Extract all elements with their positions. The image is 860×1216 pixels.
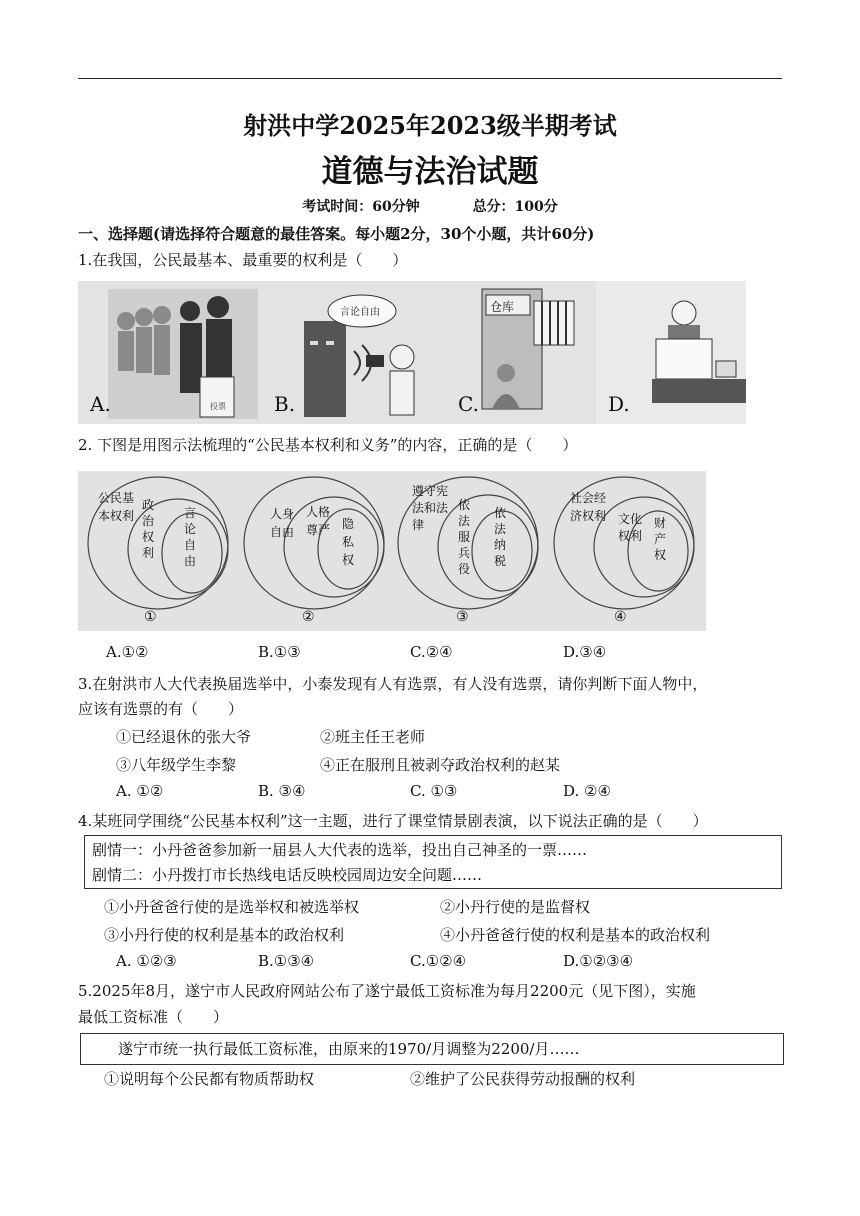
venn3-outer: 遵守宪法和法律 [412, 484, 449, 532]
q4-option-b: B.①③④ [258, 952, 315, 970]
q1-panel-a [78, 281, 262, 424]
header-rule [78, 78, 782, 79]
q1-panel-d-letter: D. [608, 392, 630, 416]
q2-option-d: D.③④ [563, 643, 607, 661]
q1-stem: 1.在我国，公民最基本、最重要的权利是（ ） [78, 251, 408, 269]
q5-stem-line2: 最低工资标准（ ） [78, 1008, 229, 1026]
venn3-inner: 依法纳税 [494, 506, 507, 568]
q1-panel-c [446, 281, 596, 424]
venn2-inner: 隐私权 [342, 517, 355, 567]
q3-stem-line2: 应该有选票的有（ ） [78, 700, 244, 718]
q5-notice-text: 遂宁市统一执行最低工资标准，由原来的1970/月调整为2200/月…… [118, 1040, 580, 1058]
q1-panel-c-letter: C. [458, 392, 479, 416]
venn4-outer: 社会经济权利 [570, 491, 607, 523]
speech-sign: 言论自由 [340, 307, 380, 318]
q5-item-1: ①说明每个公民都有物质帮助权 [104, 1070, 315, 1088]
total-score: 总分：100分 [472, 199, 558, 215]
q3-option-d: D. ②④ [563, 782, 611, 800]
q3-item-4: ④正在服刑且被剥夺政治权利的赵某 [320, 756, 561, 774]
q4-item-2: ②小丹行使的是监督权 [440, 898, 591, 916]
exam-title-line2: 道德与法治试题 [321, 154, 539, 190]
q4-option-c: C.①②④ [410, 952, 467, 970]
exam-title-line1: 射洪中学2025年2023级半期考试 [243, 111, 617, 140]
venn1-outer: 公民基本权利 [98, 491, 135, 523]
q1-panel-a-letter: A. [90, 392, 111, 416]
q3-stem-line1: 3.在射洪市人大代表换届选举中，小泰发现有人有选票，有人没有选票，请你判断下面人物中， [78, 675, 708, 693]
venn1-middle: 政治权利 [142, 498, 155, 560]
venn1-inner: 言论自由 [184, 506, 197, 568]
venn2-outer: 人身自由 [270, 507, 295, 539]
q2-option-c: C.②④ [410, 643, 453, 661]
q4-item-4: ④小丹爸爸行使的权利是基本的政治权利 [440, 926, 711, 944]
q3-option-a: A. ①② [116, 782, 164, 800]
q4-option-a: A. ①②③ [116, 952, 177, 970]
q4-item-1: ①小丹爸爸行使的是选举权和被选举权 [104, 898, 360, 916]
q3-option-b: B. ③④ [258, 782, 306, 800]
q3-item-3: ③八年级学生李黎 [116, 756, 237, 774]
venn2-number: ② [302, 609, 315, 625]
q5-item-2: ②维护了公民获得劳动报酬的权利 [410, 1070, 636, 1088]
exam-meta [0, 196, 860, 216]
venn1-number: ① [144, 609, 157, 625]
q2-venn-diagrams [78, 471, 706, 631]
q4-option-d: D.①②③④ [563, 952, 634, 970]
warehouse-sign: 仓库 [490, 300, 515, 314]
section-heading: 一、选择题(请选择符合题意的最佳答案。每小题2分，30个小题，共计60分) [78, 225, 595, 243]
q2-stem: 2. 下图是用图示法梳理的“公民基本权利和义务”的内容，正确的是（ ） [78, 436, 578, 454]
venn4-number: ④ [614, 609, 627, 625]
venn4-inner: 财产权 [654, 516, 667, 562]
q2-option-a: A.①② [106, 643, 149, 661]
q1-image-strip [78, 281, 746, 424]
q3-item-1: ①已经退休的张大爷 [116, 728, 252, 746]
q2-option-b: B.①③ [258, 643, 301, 661]
q1-panel-d [596, 281, 746, 424]
venn2-middle: 人格尊严 [306, 505, 331, 537]
q4-item-3: ③小丹行使的权利是基本的政治权利 [104, 926, 345, 944]
q3-item-2: ②班主任王老师 [320, 728, 426, 746]
q3-option-c: C. ①③ [410, 782, 458, 800]
q5-stem-line1: 5.2025年8月，遂宁市人民政府网站公布了遂宁最低工资标准为每月2200元（见下图），实施 [78, 982, 696, 1000]
venn4-middle: 文化权利 [618, 512, 643, 543]
exam-time: 考试时间：60分钟 [302, 199, 420, 215]
q4-scene-2: 剧情二：小丹拨打市长热线电话反映校园周边安全问题…… [92, 866, 483, 884]
q1-panel-b-letter: B. [274, 392, 296, 416]
venn3-number: ③ [456, 609, 469, 625]
q4-scene-1: 剧情一：小丹爸爸参加新一届县人大代表的选举，投出自己神圣的一票…… [92, 841, 588, 859]
q4-stem: 4.某班同学围绕“公民基本权利”这一主题，进行了课堂情景剧表演，以下说法正确的是（ ） [78, 812, 708, 830]
venn3-middle: 依法服兵役 [458, 498, 471, 576]
q1-panel-b [262, 281, 446, 424]
svg-text:投票: 投票 [210, 402, 226, 411]
